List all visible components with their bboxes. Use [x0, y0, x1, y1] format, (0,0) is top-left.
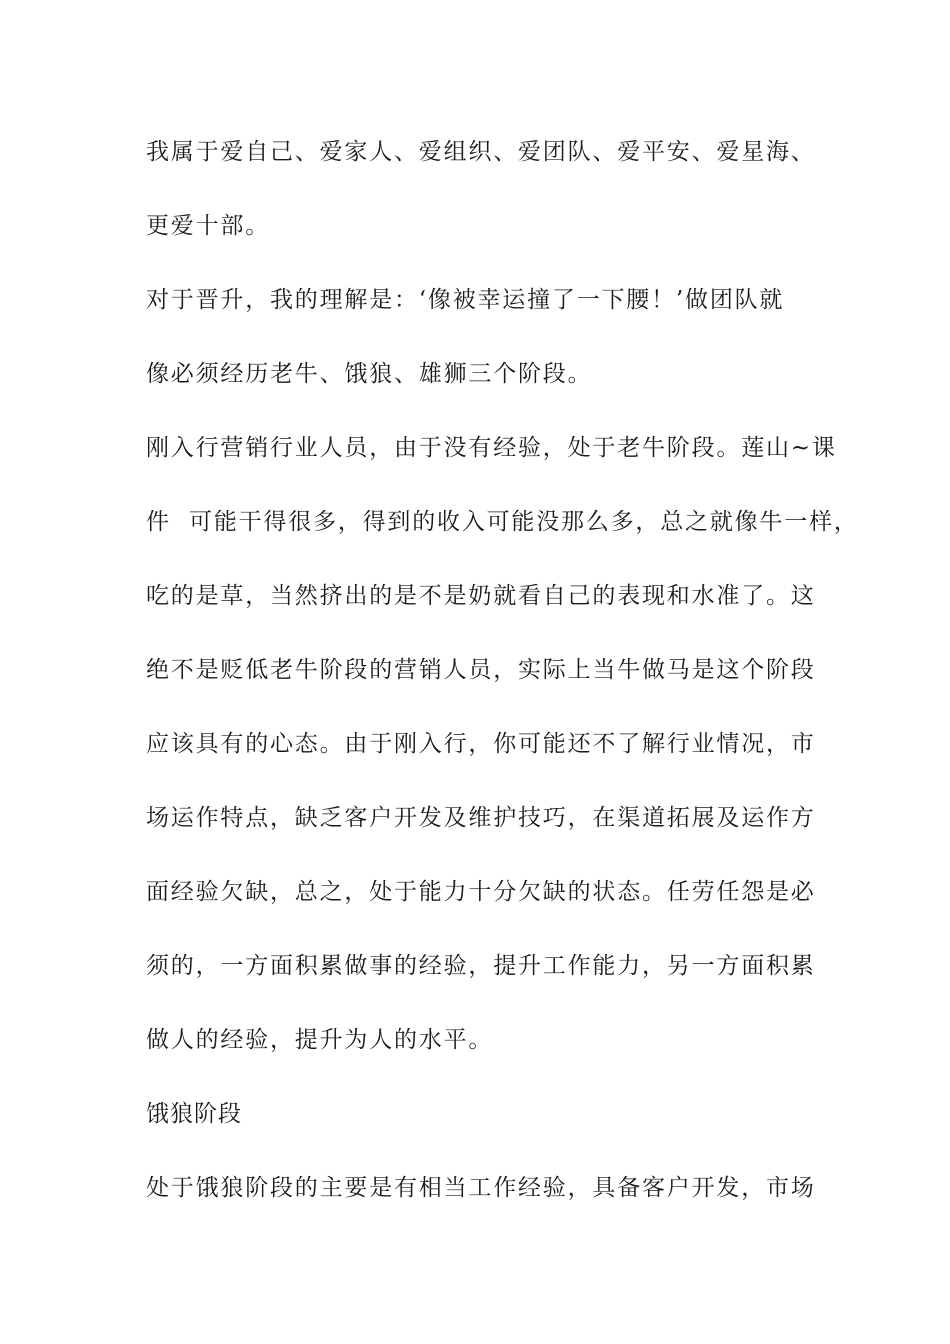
paragraph-line: 面经验欠缺，总之，处于能力十分欠缺的状态。任劳任怨是必 — [146, 879, 816, 905]
paragraph-line: 吃的是草，当然挤出的是不是奶就看自己的表现和水准了。这 — [146, 583, 816, 609]
paragraph-line: 像必须经历老牛、饿狼、雄狮三个阶段。 — [146, 361, 593, 387]
section-heading: 饿狼阶段 — [146, 1101, 242, 1127]
paragraph-line: 处于饿狼阶段的主要是有相当工作经验，具备客户开发，市场 — [146, 1175, 816, 1201]
paragraph-line: 做人的经验，提升为人的水平。 — [146, 1027, 494, 1053]
paragraph-line: 件 可能干得很多，得到的收入可能没那么多，总之就像牛一样， — [146, 509, 859, 535]
document-body — [146, 130, 859, 1240]
paragraph-line: 须的，一方面积累做事的经验，提升工作能力，另一方面积累 — [146, 953, 816, 979]
paragraph-line: 刚入行营销行业人员，由于没有经验，处于老牛阶段。莲山~课 — [146, 435, 837, 461]
paragraph-line: 我属于爱自己、爱家人、爱组织、爱团队、爱平安、爱星海、 — [146, 139, 816, 165]
paragraph-line: 绝不是贬低老牛阶段的营销人员，实际上当牛做马是这个阶段 — [146, 657, 816, 683]
paragraph-line: 对于晋升，我的理解是：‘像被幸运撞了一下腰！’做团队就 — [146, 287, 785, 313]
paragraph-line: 更爱十部。 — [146, 213, 270, 239]
paragraph-line: 场运作特点，缺乏客户开发及维护技巧，在渠道拓展及运作方 — [146, 805, 816, 831]
paragraph-line: 应该具有的心态。由于刚入行，你可能还不了解行业情况，市 — [146, 731, 816, 757]
